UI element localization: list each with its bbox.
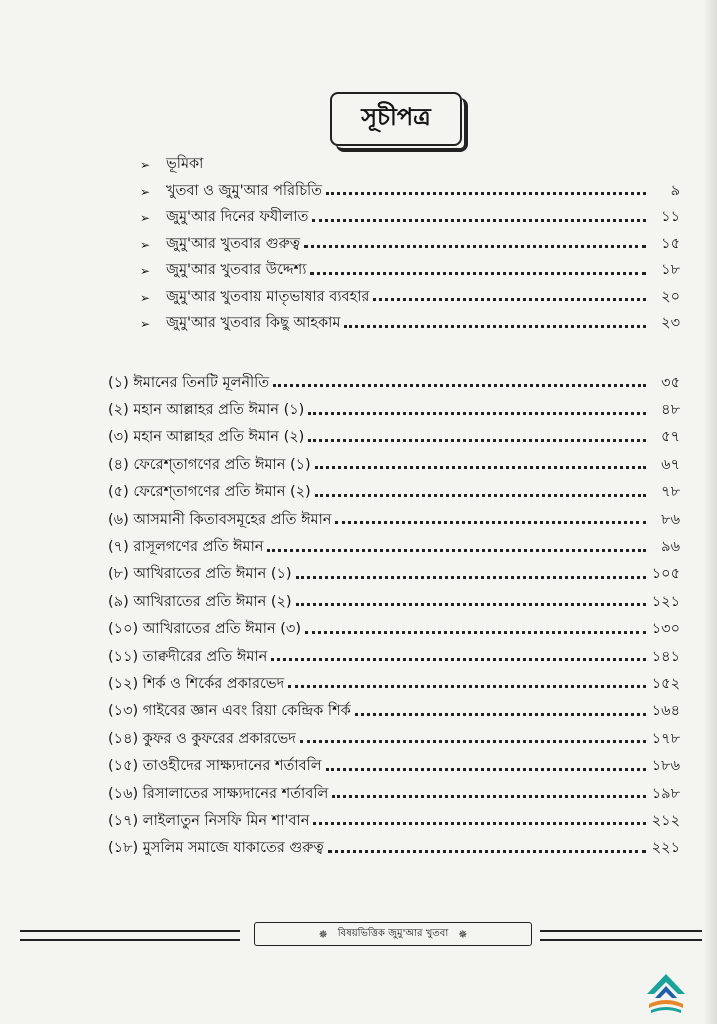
toc-item-page: ২৩: [661, 315, 680, 332]
toc-item: [108, 534, 680, 561]
arrow-right-icon: ➢: [140, 264, 151, 279]
toc-item: [140, 179, 680, 206]
toc-item: [108, 836, 680, 863]
dot-leader: [344, 325, 646, 328]
toc-item-page: ৭৮: [661, 484, 680, 501]
arrow-right-icon: ➢: [140, 158, 151, 173]
toc-item-page: ১৮৬: [651, 758, 680, 775]
dot-leader: [288, 685, 646, 688]
toc-item: [108, 753, 680, 780]
toc-item-page: ৫৭: [661, 429, 680, 446]
arrow-right-icon: ➢: [140, 290, 151, 305]
intro-toc-list: [140, 152, 680, 338]
toc-item-page: ১৫২: [651, 675, 680, 692]
toc-item-page: ৯৬: [661, 539, 680, 556]
arrow-right-icon: ➢: [140, 211, 151, 226]
toc-item: [108, 589, 680, 616]
toc-item-label: (১৪) কুফর ও কুফরের প্রকারভেদ: [108, 730, 296, 747]
toc-item-label: (১১) তাক্বদীরের প্রতি ঈমান: [108, 648, 268, 665]
dot-leader: [335, 521, 646, 524]
toc-item-label: (৩) মহান আল্লাহর প্রতি ঈমান (২): [108, 429, 305, 446]
toc-item-page: ৩৫: [661, 374, 680, 391]
toc-item-label: জুমু'আর খুতবায় মাতৃভাষার ব্যবহার: [166, 288, 370, 305]
dot-leader: [355, 713, 646, 716]
toc-item: [108, 452, 680, 479]
toc-item-label: (৯) আখিরাতের প্রতি ঈমান (২): [108, 593, 292, 610]
toc-item: [108, 699, 680, 726]
dot-leader: [326, 768, 646, 771]
footer-book-title: বিষয়ভিত্তিক জুমু'আর খুতবা: [337, 927, 449, 939]
toc-item-page: ১০৫: [651, 566, 680, 583]
toc-item-page: ১৮: [661, 262, 680, 279]
toc-item-page: ৪৮: [661, 402, 680, 419]
toc-item-page: ১৪১: [651, 648, 680, 665]
toc-item-page: ১৩০: [651, 621, 680, 638]
footer-rule-right: [540, 930, 702, 941]
dot-leader: [373, 298, 646, 301]
dot-leader: [305, 631, 646, 634]
dot-leader: [304, 245, 646, 248]
toc-item-label: (১৮) মুসলিম সমাজে যাকাতের গুরুত্ব: [108, 840, 324, 857]
toc-item: [108, 617, 680, 644]
toc-item-label: (৪) ফেরেশ্‌তাগণের প্রতি ঈমান (১): [108, 456, 311, 473]
dot-leader: [300, 740, 646, 743]
dot-leader: [328, 850, 646, 853]
toc-item-page: ১৫: [661, 235, 680, 252]
toc-item: [108, 781, 680, 808]
toc-item-label: জুমু'আর খুতবার গুরুত্ব: [166, 235, 301, 252]
dot-leader: [296, 576, 646, 579]
star-icon: ✵: [318, 927, 328, 941]
toc-item: [140, 285, 680, 312]
toc-item: [108, 397, 680, 424]
dot-leader: [267, 549, 646, 552]
dot-leader: [313, 822, 646, 825]
toc-item-page: ৮৬: [661, 511, 680, 528]
toc-item: [140, 152, 680, 179]
toc-item: [140, 311, 680, 338]
toc-item-label: ভূমিকা: [166, 156, 204, 173]
toc-item: [140, 205, 680, 232]
toc-item-page: ১৭৮: [651, 730, 680, 747]
toc-item-page: ২০: [661, 288, 680, 305]
dot-leader: [273, 384, 646, 387]
toc-item-label: (১) ঈমানের তিনটি মূলনীতি: [108, 374, 270, 391]
dot-leader: [315, 494, 646, 497]
dot-leader: [308, 412, 646, 415]
toc-item-label: জুমু'আর খুতবার উদ্দেশ্য: [166, 262, 307, 279]
toc-item-page: ২২১: [651, 840, 680, 857]
toc-item-label: (১৭) লাইলাতুন নিসফি মিন শা'বান: [108, 812, 310, 829]
toc-item: [108, 671, 680, 698]
toc-item-label: (১৫) তাওহীদের সাক্ষ্যদানের শর্তাবলি: [108, 758, 322, 775]
toc-item: [140, 232, 680, 259]
footer-label: [254, 922, 532, 946]
toc-item-label: (২) মহান আল্লাহর প্রতি ঈমান (১): [108, 402, 305, 419]
publisher-logo-icon: [641, 968, 691, 1018]
toc-item-label: (১২) শির্ক ও শির্কের প্রকারভেদ: [108, 675, 285, 692]
dot-leader: [332, 795, 646, 798]
dot-leader: [308, 439, 646, 442]
page-title: সূচীপত্র: [361, 103, 431, 131]
dot-leader: [296, 603, 646, 606]
toc-item: [108, 562, 680, 589]
toc-item: [108, 808, 680, 835]
toc-item: [108, 480, 680, 507]
toc-item-page: ৯: [670, 182, 680, 199]
toc-item: [108, 726, 680, 753]
toc-item-page: ১৬৪: [651, 703, 680, 720]
toc-item: [108, 425, 680, 452]
toc-item-page: ১১: [661, 209, 680, 226]
toc-item-label: (৮) আখিরাতের প্রতি ঈমান (১): [108, 566, 292, 583]
title-box: [330, 92, 462, 146]
toc-item: [108, 644, 680, 671]
dot-leader: [315, 466, 646, 469]
toc-item-label: (১০) আখিরাতের প্রতি ঈমান (৩): [108, 621, 302, 638]
toc-item-page: ১২১: [651, 593, 680, 610]
toc-item-label: (১৩) গাইবের জ্ঞান এবং রিয়া কেন্দ্রিক শির্ক: [108, 703, 351, 720]
dot-leader: [271, 658, 646, 661]
toc-item-label: জুমু'আর খুতবার কিছু আহকাম: [166, 315, 341, 332]
toc-item: [108, 370, 680, 397]
arrow-right-icon: ➢: [140, 237, 151, 252]
arrow-right-icon: ➢: [140, 184, 151, 199]
arrow-right-icon: ➢: [140, 317, 151, 332]
page-edge-shadow: [703, 0, 717, 1024]
toc-item-label: (৬) আসমানী কিতাবসমূহের প্রতি ঈমান: [108, 511, 332, 528]
toc-item-label: (৭) রাসূলগণের প্রতি ঈমান: [108, 539, 264, 556]
toc-item-label: জুমু'আর দিনের ফযীলাত: [166, 209, 309, 226]
toc-item-page: ২১২: [651, 812, 680, 829]
toc-item-label: (৫) ফেরেশ্‌তাগণের প্রতি ঈমান (২): [108, 484, 311, 501]
toc-item: [140, 258, 680, 285]
dot-leader: [312, 219, 646, 222]
toc-item: [108, 507, 680, 534]
toc-item-page: ৬৭: [661, 456, 680, 473]
toc-item-label: (১৬) রিসালাতের সাক্ষ্যদানের শর্তাবলি: [108, 785, 329, 802]
dot-leader: [310, 272, 646, 275]
chapter-toc-list: [108, 370, 680, 863]
footer-rule-left: [20, 930, 240, 941]
toc-item-label: খুতবা ও জুমু'আর পরিচিতি: [166, 182, 323, 199]
page-footer: [10, 922, 702, 948]
dot-leader: [326, 192, 646, 195]
star-icon: ✵: [458, 927, 468, 941]
toc-item-page: ১৯৮: [651, 785, 680, 802]
